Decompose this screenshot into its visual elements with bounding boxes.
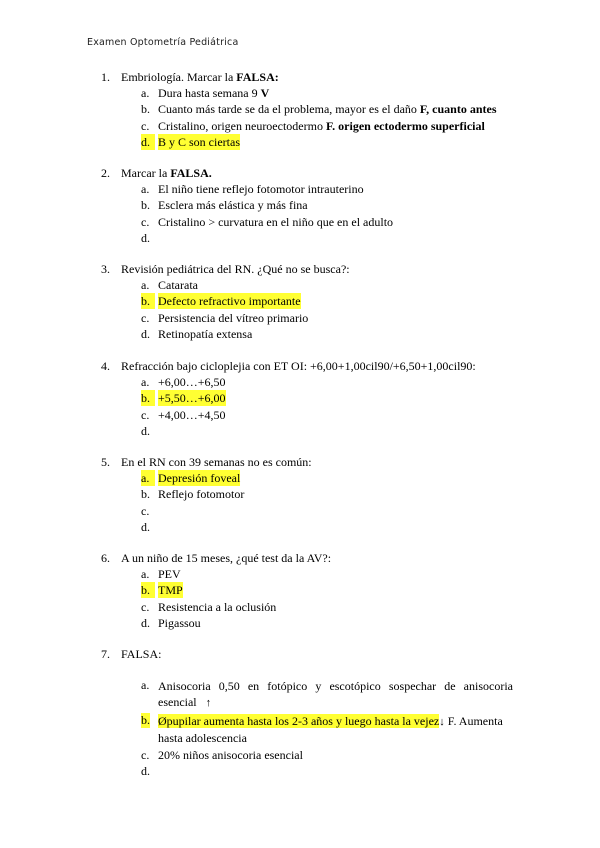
arrow-up-icon: ↑	[205, 697, 212, 709]
option-a: a. Catarata	[141, 278, 198, 292]
question-7	[101, 646, 521, 780]
option-a: a. El niño tiene reflejo fotomotor intrauterino	[141, 182, 364, 196]
option-d: d.	[141, 519, 150, 534]
option-c: c. Resistencia a la oclusión	[141, 599, 277, 614]
option-b: b. Esclera más elástica y más fina	[141, 198, 308, 213]
question-number: 3.	[101, 262, 110, 276]
option-a: a. +6,00…+6,50	[141, 375, 226, 389]
option-d: d. Retinopatía extensa	[141, 326, 253, 341]
option-d: d.	[141, 230, 150, 245]
option-a-highlighted: a. Depresión foveal	[141, 471, 241, 485]
option-c: c. +4,00…+4,50	[141, 407, 226, 422]
option-c: c. Persistencia del vítreo primario	[141, 310, 309, 325]
question-text: Embriología. Marcar la FALSA:	[121, 70, 279, 84]
option-b-highlighted: b. TMP	[141, 583, 183, 598]
option-c: c.	[141, 503, 150, 518]
question-5	[101, 454, 521, 535]
question-number: 5.	[101, 455, 110, 469]
option-b: b. Øpupilar aumenta hasta los 2-3 años y luego hasta la vejez↓ F. Aumenta hasta adolescencia	[141, 713, 503, 745]
question-1	[101, 69, 521, 150]
question-number: 7.	[101, 647, 110, 661]
question-number: 4.	[101, 359, 110, 373]
option-c: c. Cristalino, origen neuroectodermo F. origen ectodermo superficial	[141, 118, 485, 133]
question-6	[101, 550, 521, 631]
question-2	[101, 165, 521, 246]
option-a: a. Anisocoria 0,50 en fotópico y escotópico sospechar de anisocoria esencial ↑	[141, 678, 513, 709]
question-text: Refracción bajo cicloplejia con ET OI: +6,00+1,00cil90/+6,50+1,00cil90:	[121, 359, 476, 373]
option-a: a. PEV	[141, 567, 181, 581]
question-text: A un niño de 15 meses, ¿qué test da la AV?:	[121, 551, 332, 565]
question-number: 6.	[101, 551, 110, 565]
option-d: d.	[141, 423, 150, 438]
arrow-down-icon: ↓	[439, 716, 445, 728]
option-b: b. Reflejo fotomotor	[141, 487, 245, 502]
question-text: Revisión pediátrica del RN. ¿Qué no se busca?:	[121, 262, 350, 276]
question-4	[101, 358, 521, 439]
question-text: Marcar la FALSA.	[121, 166, 212, 180]
question-text: En el RN con 39 semanas no es común:	[121, 455, 312, 469]
question-3	[101, 261, 521, 342]
option-b-highlighted: b. Defecto refractivo importante	[141, 294, 301, 309]
question-number: 1.	[101, 70, 110, 84]
option-b-highlighted: b. +5,50…+6,00	[141, 391, 226, 406]
option-a: a. Dura hasta semana 9 V	[141, 86, 270, 100]
option-c: c. Cristalino > curvatura en el niño que en el adulto	[141, 214, 394, 229]
option-d: d.	[141, 764, 150, 779]
option-c: c. 20% niños anisocoria esencial	[141, 748, 303, 762]
option-d: d. Pigassou	[141, 615, 201, 630]
option-b: b. Cuanto más tarde se da el problema, mayor es el daño F, cuanto antes	[141, 102, 497, 117]
page-header: Examen Optometría Pediátrica	[87, 37, 239, 48]
question-text: FALSA:	[121, 647, 162, 661]
question-number: 2.	[101, 166, 110, 180]
option-d-highlighted: d. B y C son ciertas	[141, 134, 240, 149]
